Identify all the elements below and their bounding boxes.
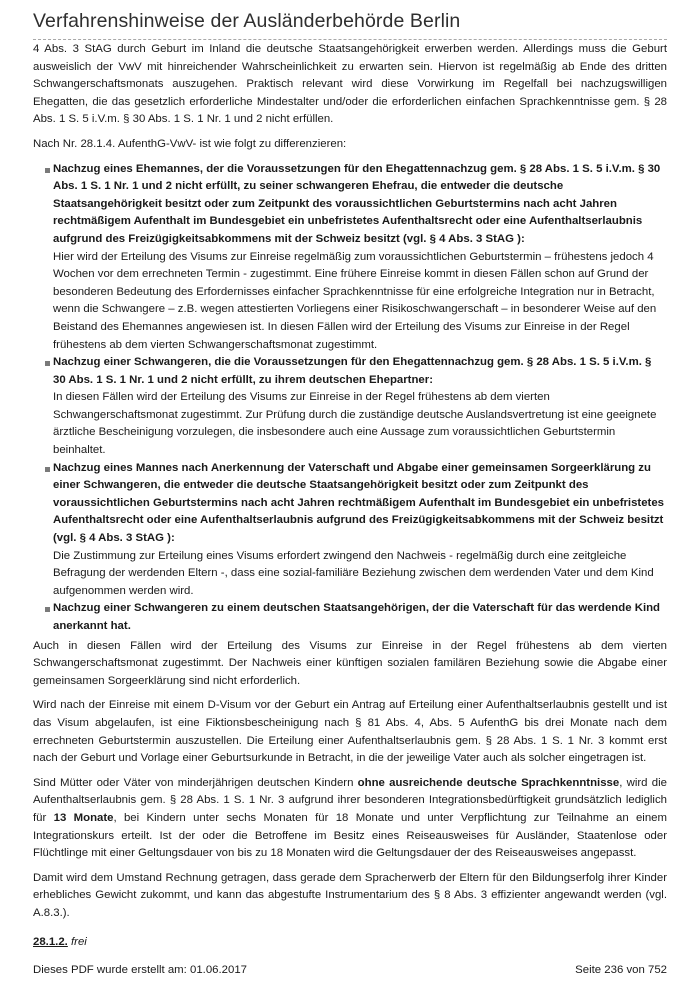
bullet-square-icon	[45, 467, 50, 472]
paragraph-intro: 4 Abs. 3 StAG durch Geburt im Inland die deutsche Staatsangehörigkeit erwerben werden. Allerdings muss die Geburt ausweislich der VwV mit hinreichender Wahrscheinlichkeit zu erwarten sein. Hiervon ist regelmäßig ab Ende des dritten Schwangerschaftsmonats auszugehen. Praktisch relevant wird diese Vorwirkung im Regelfall bei nachzugswilligen Ehegatten, die das gesetzlich erforderliche Mindestalter und/oder die erforderlichen einfachen Sprachkenntnisse gem. § 28 Abs. 1 S. 5 i.V.m. § 30 Abs. 1 S. 1 Nr. 1 und 2 nicht erfüllen.	[33, 43, 667, 126]
list-item	[53, 161, 667, 355]
emphasis-13-monate: 13 Monate	[53, 811, 114, 824]
document-body	[33, 41, 667, 930]
bullet-square-icon	[45, 168, 50, 173]
list-item	[53, 600, 667, 635]
section-label: frei	[71, 936, 87, 948]
case-text: In diesen Fällen wird der Erteilung des Visums zur Einreise in der Regel frühestens ab dem vierten Schwangerschaftsmonat zugestimmt. Zur Prüfung durch die zuständige deutsche Auslandsvertretung ist eine geeignete ärztliche Bescheinigung vorzulegen, die insbesondere auch eine Aussage zum voraussichtlichen Geburtstermin beinhaltet.	[53, 391, 657, 457]
paragraph-sprachkenntnisse	[33, 775, 667, 863]
bullet-square-icon	[45, 607, 50, 612]
emphasis-sprachkenntnisse: ohne ausreichende deutsche Sprachkenntnisse	[357, 776, 620, 789]
case-heading: Nachzug eines Ehemannes, der die Voraussetzungen für den Ehegattennachzug gem. § 28 Abs. 1 S. 5 i.V.m. § 30 Abs. 1 S. 1 Nr. 1 und 2 nicht erfüllt, zu seiner schwangeren Ehefrau, die entweder die deutsche Staatsangehörigkeit besitzt oder zum Zeitpunkt des voraussichtlichen Geburtstermins nach acht Jahren rechtmäßigem Aufenthalt im Bundesgebiet ein unbefristetes Aufenthaltsrecht oder eine Aufenthaltserlaubnis aufgrund des Freizügigkeitsabkommens mit der Schweiz besitzt (vgl. § 4 Abs. 3 StAG ):	[53, 162, 661, 245]
case-heading: Nachzug einer Schwangeren, die die Voraussetzungen für den Ehegattennachzug gem. § 28 Abs. 1 S. 5 i.V.m. § 30 Abs. 1 S. 1 Nr. 1 und 2 nicht erfüllt, zu ihrem deutschen Ehepartner:	[53, 356, 652, 386]
case-heading: Nachzug einer Schwangeren zu einem deutschen Staatsangehörigen, der die Vaterschaft für das werdende Kind anerkannt hat.	[53, 602, 661, 632]
bullet-square-icon	[45, 361, 50, 366]
section-number[interactable]: 28.1.2.	[33, 936, 68, 948]
page-counter: Seite 236 von 752	[575, 964, 667, 976]
page-footer	[33, 964, 667, 976]
paragraph-differentiation: Nach Nr. 28.1.4. AufenthG-VwV- ist wie folgt zu differenzieren:	[33, 137, 347, 150]
section-heading	[33, 936, 87, 948]
creation-date: Dieses PDF wurde erstellt am: 01.06.2017	[33, 964, 247, 976]
case-text: Hier wird der Erteilung des Visums zur Einreise regelmäßig zum voraussichtlichen Geburtstermin – frühestens jedoch 4 Wochen vor dem errechneten Termin - zugestimmt. Eine frühere Einreise kommt in diesen Fällen schon auf Grund der besonderen Bedeutung des Erfordernisses einfacher Sprachkenntnisse für eine erfolgreiche Integration nur in Betracht, wenn die Schwangere – z.B. wegen attestierten Vorliegens einer Risikoschwangerschaft – in besonderer Weise auf den Beistand des Ehemannes angewiesen ist. In diesen Fällen wird der Erteilung des Visums zur Einreise in der Regel frühestens ab dem vierten Schwangerschaftsmonat zugestimmt.	[53, 250, 657, 351]
paragraph-also: Auch in diesen Fällen wird der Erteilung des Visums zur Einreise in der Regel frühestens ab dem vierten Schwangerschaftsmonat zugestimmt. Der Nachweis einer künftigen sozialen familären Beziehung sowie die Abgabe einer gemeinsamen Sorgeerklärung sind nicht erforderlich.	[33, 639, 667, 687]
case-text: Die Zustimmung zur Erteilung eines Visums erfordert zwingend den Nachweis - regelmäßig durch eine zeitgleiche Befragung der werdenden Eltern -, dass eine sozial-familiäre Beziehung zwischen dem werdenden Vater und dem Kind aufgenommen werden wird.	[53, 549, 654, 597]
paragraph-umstand: Damit wird dem Umstand Rechnung getragen, dass gerade dem Spracherwerb der Eltern für den Bildungserfolg ihrer Kinder erhebliches Gewicht zukommt, und kann das abgestufte Instrumentarium des § 8 Abs. 3 effizienter angewandt werden (vgl. A.8.3.).	[33, 871, 667, 919]
text-run: Sind Mütter oder Väter von minderjährigen deutschen Kindern	[33, 776, 358, 789]
case-list	[33, 161, 667, 636]
document-title: Verfahrenshinweise der Ausländerbehörde Berlin	[33, 10, 667, 40]
case-heading: Nachzug eines Mannes nach Anerkennung der Vaterschaft und Abgabe einer gemeinsamen Sorgeerklärung zu einer Schwangeren, die entweder die deutsche Staatsangehörigkeit besitzt oder zum Zeitpunkt des voraussichtlichen Geburtstermins nach acht Jahren rechtmäßigem Aufenthalt im Bundesgebiet ein unbefristetes Aufenthaltsrecht oder eine Aufenthaltserlaubnis aufgrund des Freizügigkeitsabkommens mit der Schweiz besitzt (vgl. § 4 Abs. 3 StAG ):	[53, 461, 665, 545]
list-item	[53, 354, 667, 460]
list-item	[53, 460, 667, 601]
paragraph-fiktion: Wird nach der Einreise mit einem D-Visum vor der Geburt ein Antrag auf Erteilung einer Aufenthaltserlaubnis gestellt und ist das Visum abgelaufen, ist eine Fiktionsbescheinigung nach § 81 Abs. 4, Abs. 5 AufenthG bis drei Monate nach dem errechneten Geburtstermin auszustellen. Die Erteilung einer Aufenthaltserlaubnis gem. § 28 Abs. 1 S. 1 Nr. 3 kommt erst nach der Geburt und Vorlage einer Geburtsurkunde in Betracht, in die der jeweilige Vater auch als solcher eingetragen ist.	[33, 699, 667, 765]
text-run: , bei Kindern unter sechs Monaten für 18 Monate und unter Verpflichtung zur Teilnahme an einem Integrationskurs erteilt. Ist der oder die Betroffene im Besitz eines Reiseausweises für Ausländer, Staatenlose oder Flüchtlinge mit einer Geltungsdauer von bis zu 18 Monaten wird die Geltungsdauer der des Reiseausweises angepasst.	[33, 811, 667, 860]
text-run: , wird die Aufenthaltserlaubnis gem. § 28 Abs. 1 S. 1 Nr. 3 aufgrund ihrer besonderen Integrationsbedürftigkeit grundsätzlich lediglich für	[33, 776, 667, 824]
